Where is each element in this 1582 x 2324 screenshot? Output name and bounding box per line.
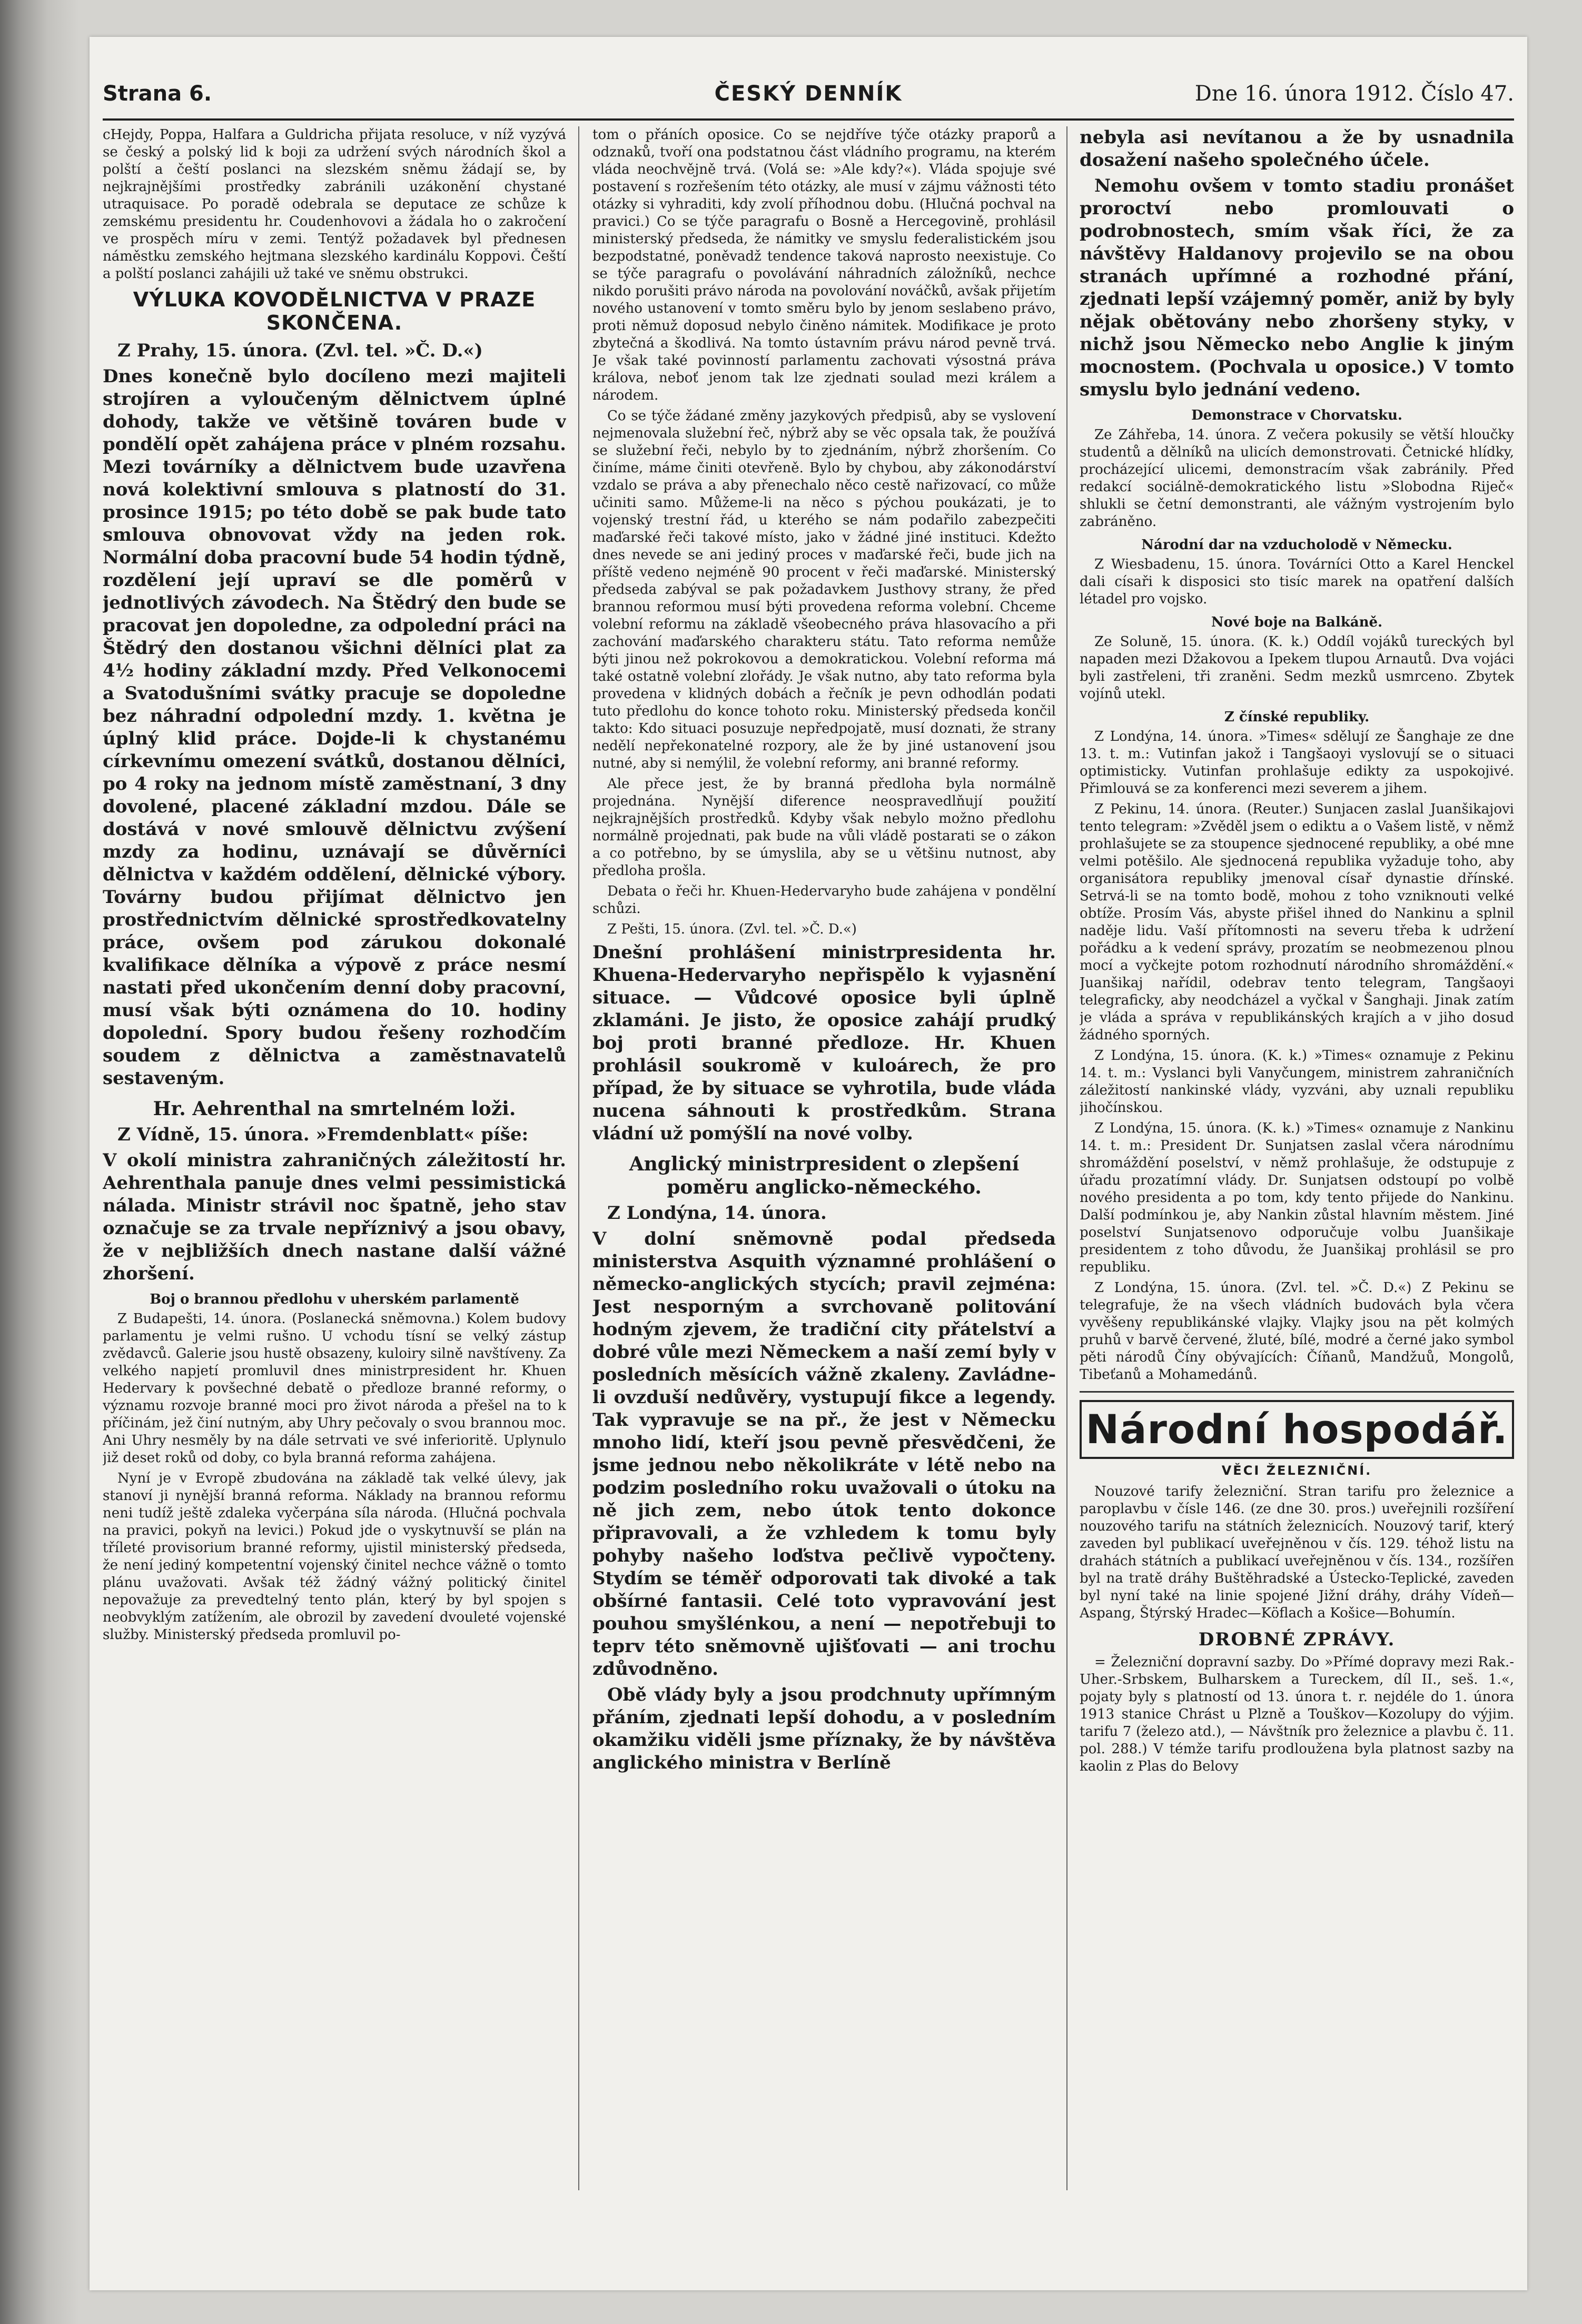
article-paragraph: Z Wiesbadenu, 15. února. Továrníci Otto a Karel Henckel dali císaři k disposici sto tisíc marek na opatření dalších létadel pro vojsko. bbox=[1080, 557, 1514, 607]
dateline: Z Londýna, 14. února. bbox=[607, 1203, 827, 1224]
column-divider bbox=[1066, 126, 1067, 2190]
article-paragraph: Nouzové tarify železniční. Stran tarifu pro železnice a paroplavbu v čísle 146. (ze dne 30. pros.) uveřejnili rozšíření nouzového tarifu na státních železnicích. Nouzový tarif, který zaveden byl publikací uveřejněnou v čís. 129. téhož listu na drahách státních a publikací uveřejněnou v čís. 134., rozšířen byl na tratě dráhy Buštěhradské a Ústecko-Teplické, zaveden byl nyní také na linie spojené Jižní dráhy, dráhy Vídeň—Aspang, Štýrský Hradec—Köflach a Košice—Bohumín. bbox=[1080, 1484, 1514, 1621]
column-1 bbox=[103, 126, 566, 2201]
dateline: Z Vídně, 15. února. »Fremdenblatt« píše: bbox=[117, 1124, 529, 1145]
article-paragraph: Z Londýna, 14. února. »Times« sdělují ze Šanghaje ze dne 13. t. m.: Vutinfan jakož i Tangšaoyi vyslovují se o situaci optimisticky. Vutinfan prohlašuje edikty za uspokojivé. Přimlouvá se za konferenci mezi severem a jihem. bbox=[1080, 729, 1514, 797]
article-paragraph: cHejdy, Poppa, Halfara a Guldricha přijata resoluce, v níž vyzývá se český a polský lid k boji za udržení svých národních škol a polští a čeští poslanci na slezském sněmu žádají se, by nejkrajnějšími prostředky zabránili uzákonění chystané utraquisace. Po poradě odebrala se deputace ze schůze k zemskému presidentu hr. Coudenhovovi a žádala ho o zakročení ve prospěch míru v zemi. Tentýž požadavek byl přednesen náměstku zemského hejtmana slezského kardinálu Koppovi. Čeští a polští poslanci zahájili už také ve sněmu obstrukci. bbox=[103, 127, 566, 282]
column-3 bbox=[1080, 126, 1514, 2201]
dateline: Z Pešti, 15. února. (Zvl. tel. »Č. D.«) bbox=[607, 921, 857, 937]
book-binding bbox=[0, 0, 79, 2324]
section-rule bbox=[1080, 1391, 1514, 1393]
article-paragraph: Ze Záhřeba, 14. února. Z večera pokusily se větší hloučky studentů a dělníků na ulicích demonstrovati. Četnické hlídky, procházející ulicemi, demonstracím však zabránily. Před redakcí sociálně-demokratického listu »Slobodna Riječ« shlukli se četní demonstranti, ale vážným vystrojením bylo zabráněno. bbox=[1080, 427, 1514, 530]
masthead bbox=[103, 82, 1514, 124]
article-paragraph: Nyní je v Evropě zbudována na základě tak velké úlevy, jak stanoví ji nynější branná reforma. Náklady na brannou reformu neni tudíž ještě zdaleka vyčerpána síla národa. (Hlučná pochvala na pravici, pokyň na levici.) Pokud jde o vyskytnuvší se plán na tříleté provisorium branné reformy, ujistil ministerský předseda, že není jediný kompetentní vojenský činitel nechce vážně o tomto plánu uvažovati. Avšak též žádný vážný politický činitel nepovažuje za prevedtelný tento plán, který by byl spojen s neobvyklým zatížením, ale obrozil by zavedení dvouleté vojenské služby. Ministerský předseda promluvil po- bbox=[103, 1471, 566, 1643]
article-paragraph: Z Londýna, 15. února. (K. k.) »Times« oznamuje z Nankinu 14. t. m.: President Dr. Sunjatsen zaslal včera národnímu shromáždění poselství, v němž prohlašuje, že odstupuje z úřadu prozatímní vlády. Dr. Sunjatsen odstoupí po volbě nového presidenta a po tom, kdy tento přijede do Nankinu. Další podmínkou je, aby Nankin zůstal hlavním městem. Jiné poselství Sunjatsenovo odporučuje volbu Juanšikaje presidentem z toho důvodu, že Juanšikaj prohlásil se pro republiku. bbox=[1080, 1120, 1514, 1275]
article-paragraph: Z Londýna, 15. února. (K. k.) »Times« oznamuje z Pekinu 14. t. m.: Vyslanci byli Vanyčungem, ministrem zahraničních záležitostí nankinské vlády, vyzváni, aby uznali republiku jihočínskou. bbox=[1080, 1048, 1514, 1116]
article-paragraph: Obě vlády byly a jsou prodchnuty upřímným přáním, zjednati lepší dohodu, a v posledním okamžiku viděli jsme příznaky, že by návštěva anglického ministra v Berlíně bbox=[592, 1684, 1056, 1773]
column-divider bbox=[578, 126, 579, 2190]
headline-england: Anglický ministrpresident o zlepšení poměru anglicko-německého. bbox=[629, 1153, 1020, 1198]
article-paragraph: Dnešní prohlášení ministrpresidenta hr. Khuena-Hedervaryho nepřispělo k vyjasnění situace. — Vůdcové oposice byli úplně zklamáni. Je jisto, že oposice zahájí prudký boj proti branné předloze. Hr. Khuen prohlásil soukromě v kuloárech, že pro případ, že by situace se vyhrotila, bude vláda nucena sáhnouti k prostředkům. Strana vládní už pomýšlí na nové volby. bbox=[592, 942, 1056, 1144]
headline-balkans: Nové boje na Balkáně. bbox=[1211, 614, 1383, 630]
article-paragraph: Ze Soluně, 15. února. (K. k.) Oddíl vojáků tureckých byl napaden mezi Džakovou a Ipekem tlupou Arnautů. Dva vojáci byli zastřeleni, tři zraněni. Sedm mezků usmrceno. Zbytek vojínů utekl. bbox=[1080, 634, 1514, 702]
article-paragraph: nebyla asi nevítanou a že by usnadnila dosažení našeho společného účele. bbox=[1080, 127, 1514, 171]
issue-date: Dne 16. února 1912. Číslo 47. bbox=[1194, 82, 1514, 106]
article-paragraph: Ale přece jest, že by branná předloha byla normálně projednána. Nynější diference neospravedlňují použití nejkrajnějších prostředků. Kdyby však nebylo možno předlohu normálně projednati, pak bude na vůli vládě postarati se o zákon a co potřebno, by se úmyslila, aby se u většinu nutnost, aby předloha prošla. bbox=[592, 776, 1056, 879]
headline-airship: Národní dar na vzducholodě v Německu. bbox=[1141, 537, 1452, 553]
article-paragraph: Debata o řeči hr. Khuen-Hedervaryho bude zahájena v pondělní schůzi. bbox=[592, 883, 1056, 917]
headline-hungary: Boj o brannou předlohu v uherském parlamentě bbox=[150, 1292, 519, 1307]
article-paragraph: V okolí ministra zahraničných záležitostí hr. Aehrenthala panuje dnes velmi pessimistická nálada. Ministr strávil noc špatně, jeho stav označuje se za trvale nepříznivý a jsou obavy, že v nejbližších dnech nastane další vážné zhoršení. bbox=[103, 1150, 566, 1284]
dateline: Z Prahy, 15. února. (Zvl. tel. »Č. D.«) bbox=[117, 340, 483, 361]
article-paragraph: Z Pekinu, 14. února. (Reuter.) Sunjacen zaslal Juanšikajovi tento telegram: »Zvěděl jsem o ediktu a o Vašem listě, v němž prohlašujete se za stoupence sjednocené republiky, a obé mne velmi potěšilo. Ale sjednocená republika vyžaduje toho, aby organisátora republiky jmenoval císař dynastie dřínské. Setrvá-li se na tomto bodě, mohou z toho vzniknouti velké obtíže. Prosím Vás, abyste přišel ihned do Nankinu a splnil naděje lidu. Vaší přítomnosti na severu třeba k udržení pořádku a k vedení správy, prozatím se neobmezenou plnou mocí a vyčkejte potom rozhodnutí národního shromáždění.« Juanšikaj nařídil, odebrav tento telegram, Tangšaoyi telegraficky, aby neodcházel a vyčkal v Šanghaji. Jinak zatím je vláda a správa v republikánských krajích a v jiho dosud žádného sporných. bbox=[1080, 801, 1514, 1043]
article-paragraph: Nemohu ovšem v tomto stadiu pronášet proroctví nebo promlouvati o podrobnostech, smím však říci, že za návštěvy Haldanovy projevilo se na obou stranách upřímné a rozhodné přání, zjednati lepší vzájemný poměr, aniž by byly nějak obětovány nebo zhoršeny styky, v nichž jsou Německo nebo Anglie k jiným mocnostem. (Pochvala u oposice.) V tomto smyslu bylo jednání vedeno. bbox=[1080, 175, 1514, 400]
section-subtitle: VĚCI ŽELEZNIČNÍ. bbox=[1221, 1463, 1372, 1478]
article-paragraph: Z Londýna, 15. února. (Zvl. tel. »Č. D.«) Z Pekinu se telegrafuje, že na všech vládních budovách byla včera vyvěšeny republikánské vlajky. Vlajky jsou na pět kolmých pruhů v barvě červené, žluté, bílé, modré a černé jako symbol pěti národů Číny obývajících: Číňanů, Mandžuů, Mongolů, Tibeťanů a Mohamedánů. bbox=[1080, 1280, 1514, 1383]
headline-china: Z čínské republiky. bbox=[1224, 709, 1370, 725]
section-title: Národní hospodář. bbox=[1080, 1400, 1514, 1459]
header-rule bbox=[103, 118, 1514, 121]
headline-aehrenthal: Hr. Aehrenthal na smrtelném loži. bbox=[153, 1098, 516, 1120]
article-paragraph: Co se týče žádané změny jazykových předpisů, aby se vyslovení nejmenovala služební řeč, nýbrž aby se věc opsala tak, že používá se služební řeči, nebylo by to zjednáním, nýbrž zhoršením. Co činíme, máme činiti otevřeně. Bylo by chybou, aby zákonodárství vzdalo se práva a aby přenechalo něco cestě nařizovací, co může učiniti samo. Můžeme-li na něco s pýchou poukázati, je to vojenský trestní řád, u kterého se nám podařilo zabezpečiti maďarské řeči takové místo, jako v žádné jiné instituci. Kdežto dnes nevede se ani jediný proces v maďarské řeči, bude jich na příště vedeno nejméně 90 procent v řeči maďarské. Ministerský předseda zabýval se pak požadavkem Justhovy strany, že před brannou reformou musí býti provedena reforma volební. Chceme volební reformu na základě všeobecného práva hlasovacího a při zachování maďarského charakteru státu. Tato reforma nemůže býti jinou než pokrokovou a demokratickou. Volební reforma má také ostatně volební zlořády. Je však nutno, aby tato reforma byla provedena v klidných dobách a řečník je pevn odhodlán podati tuto předlohu do konce tohoto roku. Ministerský předseda končil takto: Kdo situaci posuzuje nepředpojatě, musí doznati, že strany nedělí nepřekonatelné rozpory, ale že by jiné ustanovení jsou nutné, aby si nemýlil, že volební reformy, ani branné reformy. bbox=[592, 408, 1056, 771]
column-2 bbox=[592, 126, 1056, 2201]
article-paragraph: V dolní sněmovně podal předseda ministerstva Asquith významné prohlášení o německo-anglických stycích; pravil zejména: Jest nesporným a svrchovaně politování hodným zjevem, že tradiční city přátelství a dobré vůle mezi Německem a naší zemí byly v posledních měsících vážně zkaleny. Zavládne-li ovzduší nedůvěry, vystupují fikce a legendy. Tak vypravuje se na př., že jest v Německu mnoho lidí, kteří jsou pevně přesvědčeni, že jsme jednou nebo několikráte v létě nebo na podzim posledního roku uvažovali o útoku na ně jich zem, nebo útok tento dokonce připravovali, a že vzhledem k tomu byly pohyby našeho loďstva pečlivě vypočteny. Stydím se téměř odporovati tak divoké a tak obšírné fantasii. Celé toto vypravování jest pouhou smyšlénkou, a není — nepotřebuji to teprv této sněmovně ujišťovati — ani trochu zdůvodněno. bbox=[592, 1228, 1056, 1680]
headline-strike: VÝLUKA KOVODĚLNICTVA V PRAZE SKONČENA. bbox=[133, 288, 536, 334]
article-paragraph: Dnes konečně bylo docíleno mezi majiteli strojíren a vyloučeným dělnictvem úplné dohody, takže ve většině továren bude v pondělí opět zahájena práce v plném rozsahu. Mezi továrníky a dělnictvem bude uzavřena nová kolektivní smlouva s platností do 31. prosince 1915; po této době se pak bude tato smlouva obnovovat vždy na jeden rok. Normální doba pracovní bude 54 hodin týdně, rozdělení její upraví se dle poměrů v jednotlivých závodech. Na Štědrý den bude se pracovat jen dopoledne, za odpolední práci na Štědrý den dostanou všichni dělníci plat za 4½ hodiny základní mzdy. Před Velkonocemi a Svatodušními svátky pracuje se dopoledne bez náhradní odpolední mzdy. 1. května je úplný klid práce. Dojde-li k chystanému církevnímu omezení svátků, dostanou dělníci, po 4 roky na jednom místě zaměstnaní, 3 dny dovolené, placené základní mzdou. Dále se dostává v nové smlouvě dělnictvu zvýšení mzdy za hodinu, uznávají se důvěrníci dělnictva v každém oddělení, dělnické výbory. Továrny budou přijímat dělnictvo jen prostřednictvím dělnické sprostředkovatelny práce, ovšem pod zárukou dokonalé kvalifikace dělníka a výpově z práce nesmí nastati před ukončením denní doby pracovní, musí však býti oznámena do 10. hodiny dopolední. Spory budou řešeny rozhodčím soudem z dělnictva a zaměstnavatelů sestaveným. bbox=[103, 366, 566, 1089]
headline-croatia: Demonstrace v Chorvatsku. bbox=[1191, 408, 1402, 423]
page-number: Strana 6. bbox=[103, 82, 212, 106]
article-paragraph: Z Budapešti, 14. února. (Poslanecká sněmovna.) Kolem budovy parlamentu je velmi rušno. U vchodu tísní se velký zástup zvědavců. Galerie jsou hustě obsazeny, kuloiry silně navštíveny. Za velkého napjetí promluvil dnes ministrpresident hr. Khuen Hedervary k povšechné debatě o předloze branné reformy, o významu rozvoje branné moci pro život národa a přešel na to k příčinám, jež činí nutným, aby Uhry pečovaly o svou brannou moc. Ani Uhry nesměly by na dále setrvati ve své inferioritě. Uplynulo již deset roků od doby, co byla branná reforma zahájena. bbox=[103, 1311, 566, 1466]
headline-small-news: DROBNÉ ZPRÁVY. bbox=[1198, 1629, 1396, 1650]
newspaper-title: ČESKÝ DENNÍK bbox=[714, 82, 903, 106]
article-paragraph: tom o přáních oposice. Co se nejdříve týče otázky praporů a odznaků, tvoří ona podstatnou část vládního programu, na kterém vláda neochvějně trvá. (Volá se: »Ale kdy?«). Vláda spojuje své postavení s rozřešením této otázky, ale musí v zájmu vážnosti této otázky si vyhraditi, kdy zvolí příhodnou dobu. (Hlučná pochval na pravici.) Co se týče paragrafu o Bosně a Hercegovině, prohlásil ministerský předseda, že námitky ve smyslu federalistickém jsou bezpodstatné, poněvadž tendence taková naprosto neexistuje. Co se týče paragrafu o povolávání náhradních záložníků, nechce nikdo porušiti právo národa na povolování nováčků, avšak přijetím nového ustanovení v tomto směru bylo by jenom seslabeno právo, proti němuž doposud nebylo činěno námitek. Modifikace je proto zbytečná a škodlivá. Na tomto ústavním právu národ pevně trvá. Je však také povinností parlamentu zachovati výsostná práva králova, neboť jenom tak lze zjednati soulad mezi králem a národem. bbox=[592, 127, 1056, 403]
article-paragraph: = Železniční dopravní sazby. Do »Přímé dopravy mezi Rak.-Uher.-Srbskem, Bulharskem a Tureckem, díl II., seš. 1.«, pojaty byly s platností od 13. února t. r. nejdéle do 1. února 1913 stanice Chrást u Plzně a Touškov—Kozolupy do výjim. tarifu 7 (železo atd.), — Návštník pro železnice a plavbu č. 11. pol. 288.) V témže tarifu prodloužena byla platnost sazby na kaolin z Plas do Belovy bbox=[1080, 1654, 1514, 1774]
